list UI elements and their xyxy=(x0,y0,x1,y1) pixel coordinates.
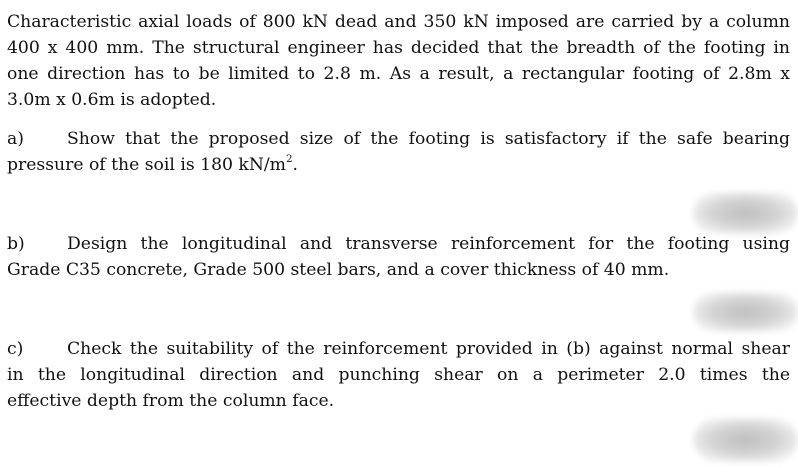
intro-line-3: one direction has to be limited to 2.8 m. As a result, a rectangular footing of 2.8m x xyxy=(7,64,790,84)
intro-line-1: Characteristic axial loads of 800 kN dead and 350 kN imposed are carried by a column xyxy=(7,12,790,32)
part-a-text-2-end: . xyxy=(292,155,298,175)
part-b-label: b) xyxy=(7,234,25,254)
blurred-mark-3 xyxy=(693,418,798,462)
part-a-line-2 xyxy=(7,153,790,177)
part-c-text-1: Check the suitability of the reinforcement provided in (b) against normal shear xyxy=(67,339,790,359)
part-a-label: a) xyxy=(7,129,24,149)
blurred-mark-2 xyxy=(693,292,798,332)
intro-line-4: 3.0m x 0.6m is adopted. xyxy=(7,90,217,110)
part-a-text-2: pressure of the soil is 180 kN/m xyxy=(7,155,286,175)
part-c-line-1 xyxy=(7,337,790,361)
part-c-label: c) xyxy=(7,339,24,359)
part-a-text-1: Show that the proposed size of the footing is satisfactory if the safe bearing xyxy=(67,129,790,149)
part-c-line-2: in the longitudinal direction and punching shear on a perimeter 2.0 times the xyxy=(7,365,790,385)
part-b-line-2: Grade C35 concrete, Grade 500 steel bars, and a cover thickness of 40 mm. xyxy=(7,260,670,280)
part-a-superscript: 2 xyxy=(285,153,293,166)
blurred-mark-1 xyxy=(693,192,798,234)
part-b-line-1 xyxy=(7,232,790,256)
part-b-text-1: Design the longitudinal and transverse reinforcement for the footing using xyxy=(67,234,790,254)
part-a-line-1 xyxy=(7,127,790,151)
part-c-line-3: effective depth from the column face. xyxy=(7,391,335,411)
intro-line-2: 400 x 400 mm. The structural engineer has decided that the breadth of the footing in xyxy=(7,38,790,58)
